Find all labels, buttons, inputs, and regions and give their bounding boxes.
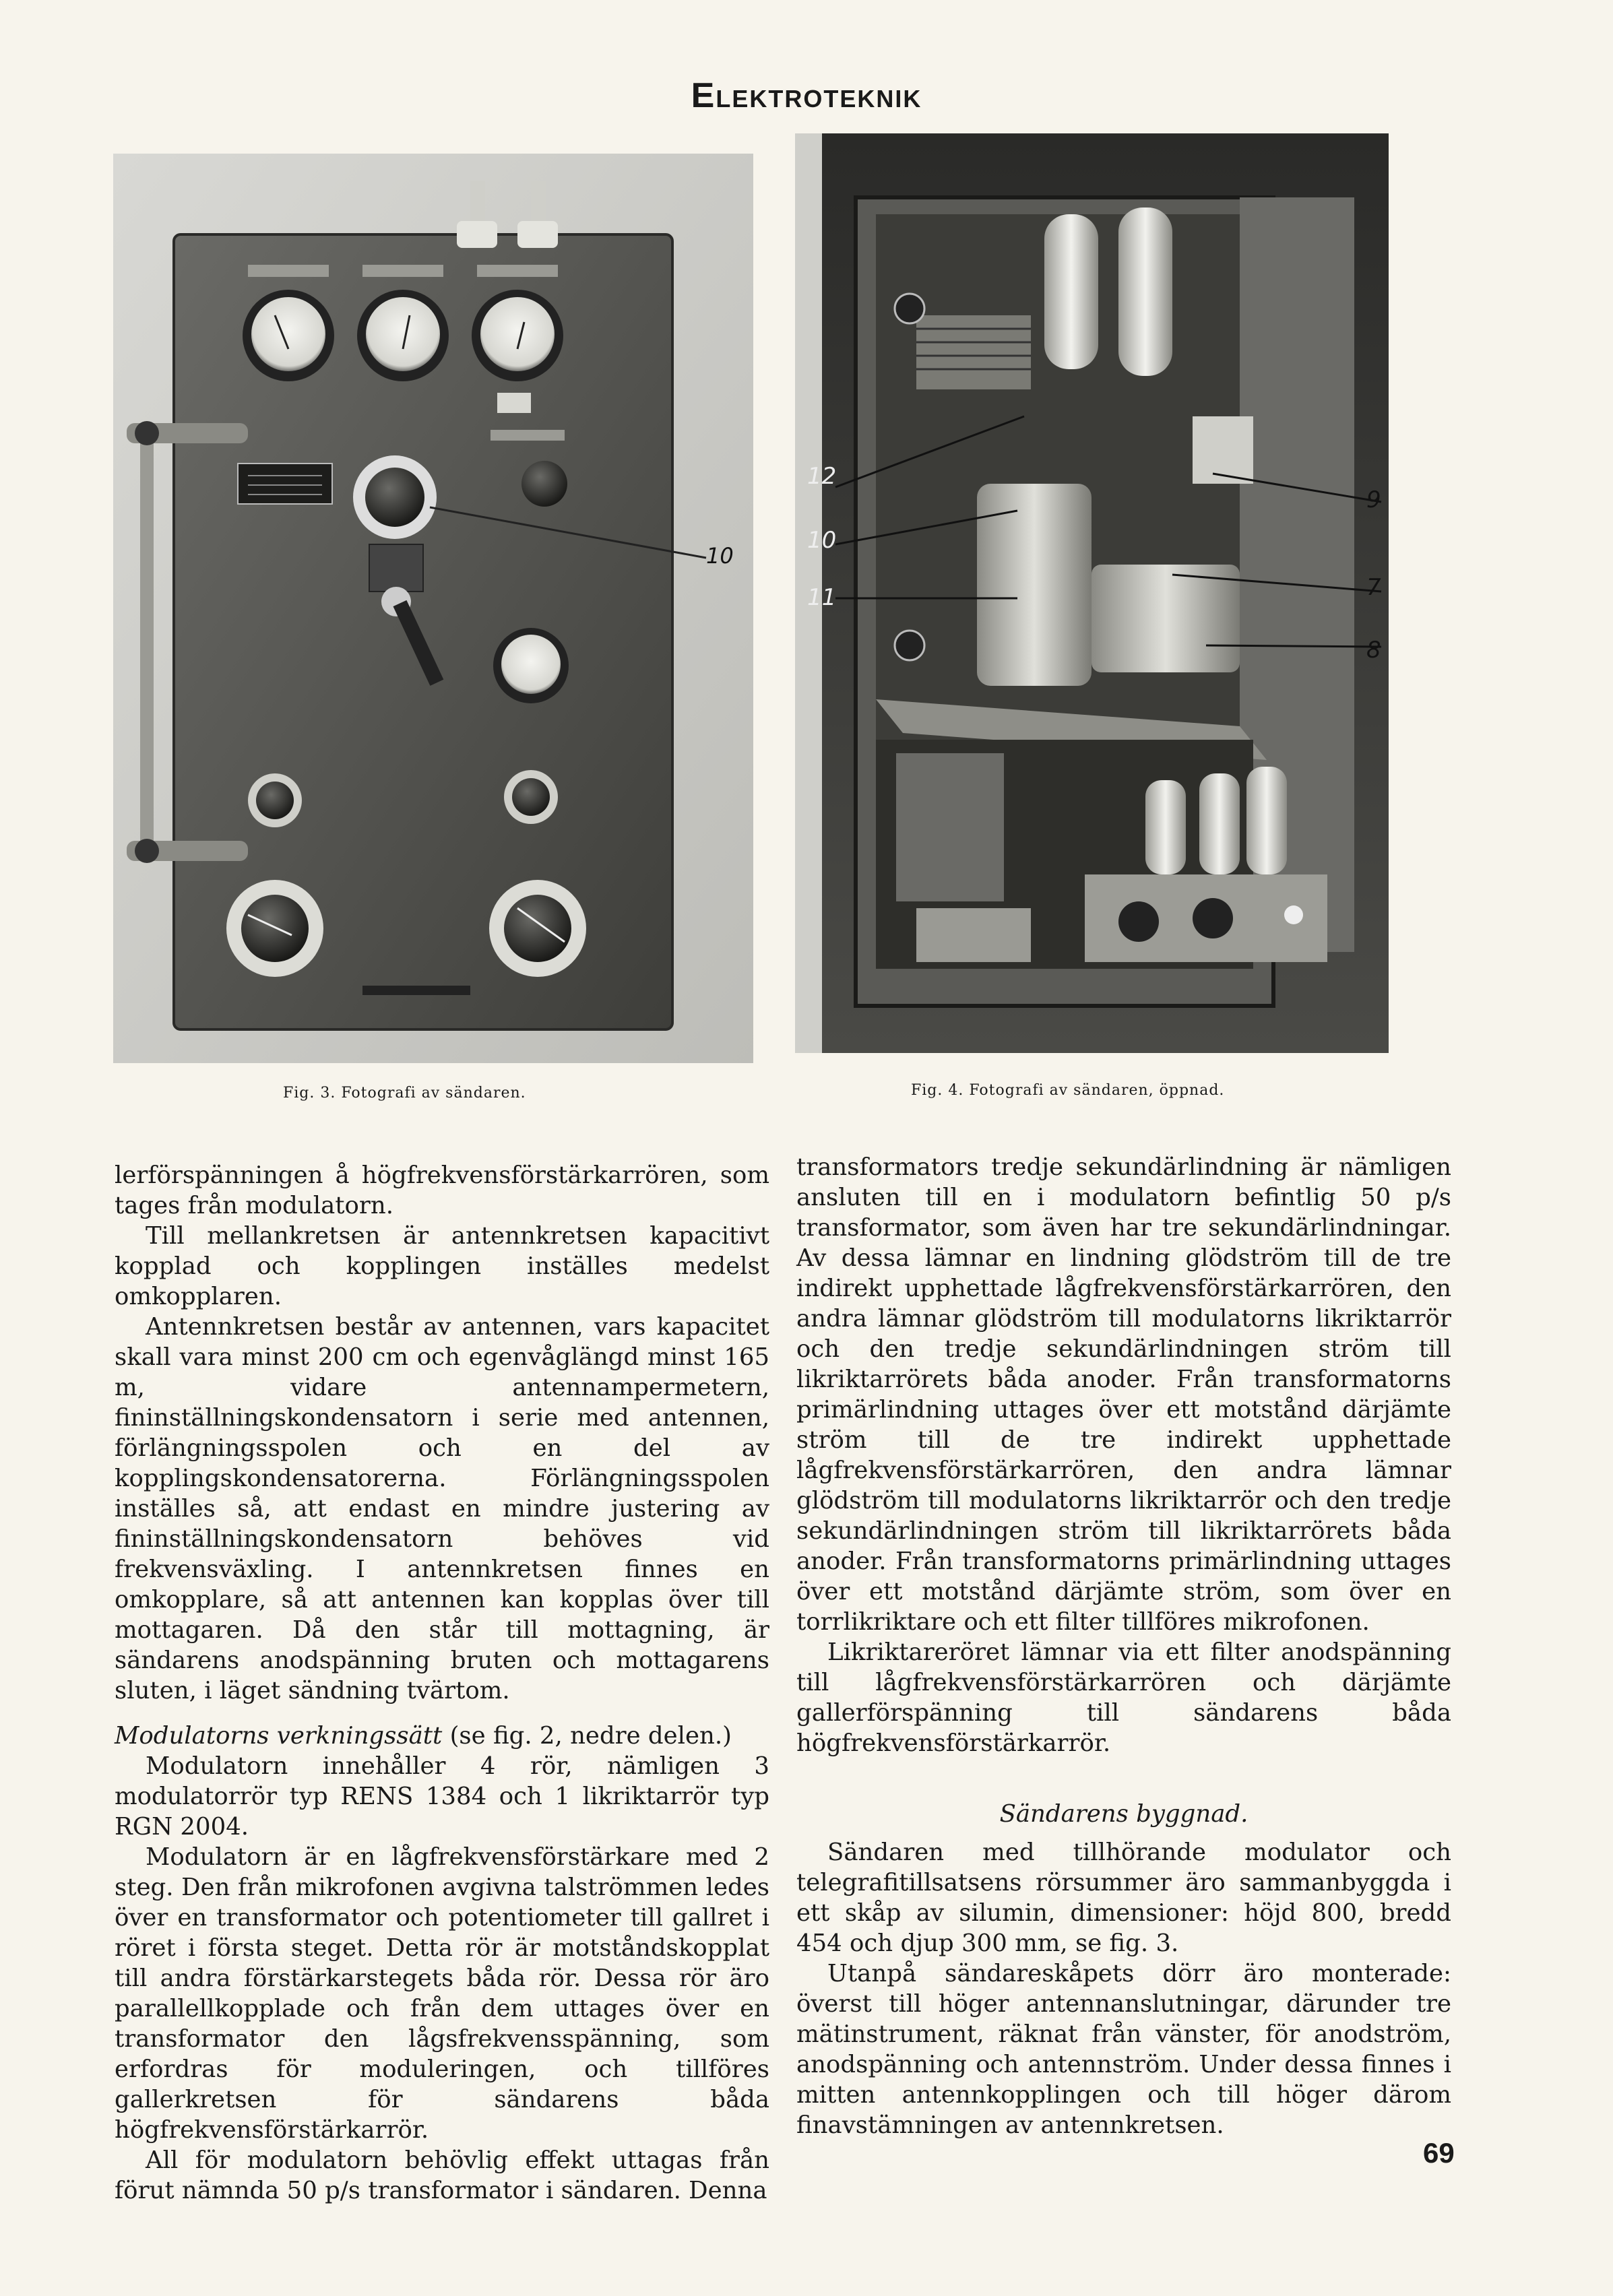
paragraph: All för modulatorn behövlig effekt uttagas från förut nämnda 50 p/s transformator i sändaren. Denna	[115, 2146, 769, 2204]
figure-3-caption: Fig. 3. Fotografi av sändaren.	[283, 1085, 526, 1102]
fig4-callout-8: 8	[1366, 637, 1381, 664]
section-heading-rest: (se fig. 2, nedre delen.)	[442, 1722, 732, 1750]
fig4-callout-9: 9	[1366, 486, 1381, 513]
paragraph: Modulatorn innehåller 4 rör, nämligen 3 modulatorrör typ RENS 1384 och 1 likriktarrör typ RGN 2004.	[115, 1752, 769, 1841]
figure-4-caption: Fig. 4. Fotografi av sändaren, öppnad.	[911, 1082, 1225, 1099]
paragraph: Modulatorn är en lågfrekvensförstärkare med 2 steg. Den från mikrofonen avgivna talströmmen ledes över en transformator och potentiometer till gallret i röret i första steget. Detta rör är motståndskopplat till andra förstärkarstegets båda rör. Dessa rör äro parallellkopplade och från dem uttages över en transformator den lågsfrekvensspänning, som erfordras för moduleringen, och tillföres gallerkretsen för sändarens båda högfrekvensförstärkarrör.	[115, 1843, 769, 2144]
left-text-column	[115, 1160, 769, 2206]
paragraph: Utanpå sändareskåpets dörr äro monterade: överst till höger antennanslutningar, därunder tre mätinstrument, räknat från vänster, för anodström, anodspänning och antennström. Under dessa finnes i mitten antennkopplingen och till höger därom finavstämningen av antennkretsen.	[796, 1960, 1451, 2139]
fig4-callout-7: 7	[1366, 574, 1381, 601]
figure-4-photo	[795, 133, 1389, 1053]
fig4-callout-10: 10	[807, 527, 837, 554]
section-heading-construction: Sändarens byggnad.	[999, 1800, 1248, 1828]
paragraph: Likriktareröret lämnar via ett filter anodspänning till lågfrekvensförstärkarrören och därjämte gallerförspänning till sändarens båda högfrekvensförstärkarrör.	[796, 1638, 1451, 1757]
page-number: 69	[1423, 2137, 1455, 2169]
right-text-column	[796, 1152, 1451, 2140]
figure-3-photo	[113, 154, 753, 1063]
paragraph: Till mellankretsen är antennkretsen kapacitivt kopplad och kopplingen inställes medelst omkopplaren.	[115, 1222, 769, 1310]
paragraph: transformators tredje sekundärlindning är nämligen ansluten till en i modulatorn befintlig 50 p/s transformator, som även har tre sekundärlindningar. Av dessa lämnar en lindning glödström till de tre indirekt upphettade lågfrekvensförstärkarrören, den andra lämnar glödström till modulatorns likriktarrör och den tredje sekundärlindningen ström till likriktarrörets båda anoder. Från transformatorns primärlindning uttages över ett motstånd därjämte ström till de tre indirekt upphettade lågfrekvensförstärkarrören, den andra lämnar glödström till modulatorns likriktarrör och den tredje sekundärlindningen ström till likriktarrörets båda anoder. Från transformatorns primärlindning uttages över ett motstånd därjämte ström, som över en torrlikriktare och ett filter tillföres mikrofonen.	[796, 1153, 1451, 1636]
paragraph: lerförspänningen å högfrekvensförstärkarrören, som tages från modulatorn.	[115, 1161, 769, 1219]
fig3-callout-10: 10	[706, 543, 734, 569]
fig4-callout-11: 11	[807, 584, 837, 611]
running-header: Elektroteknik	[691, 76, 922, 115]
section-heading-italic: Modulatorns verkningssätt	[115, 1722, 443, 1750]
fig4-callout-12: 12	[807, 463, 837, 490]
section-heading-modulator	[115, 1721, 769, 1751]
paragraph: Sändaren med tillhörande modulator och telegrafitillsatsens rörsummer äro sammanbyggda i ett skåp av silumin, dimensioner: höjd 800, bredd 454 och djup 300 mm, se fig. 3.	[796, 1839, 1451, 1957]
paragraph: Antennkretsen består av antennen, vars kapacitet skall vara minst 200 cm och egenvåglängd minst 165 m, vidare antennampermetern, fininställningskondensatorn i serie med antennen, förlängningsspolen och en del av kopplingskondensatorerna. Förlängningsspolen inställes så, att endast en mindre justering av fininställningskondensatorn behöves vid frekvensväxling. I antennkretsen finnes en omkopplare, så att antennen kan kopplas över till mottagaren. Då den står till mottagning, är sändarens anodspänning bruten och mottagarens sluten, i läget sändning tvärtom.	[115, 1313, 769, 1704]
